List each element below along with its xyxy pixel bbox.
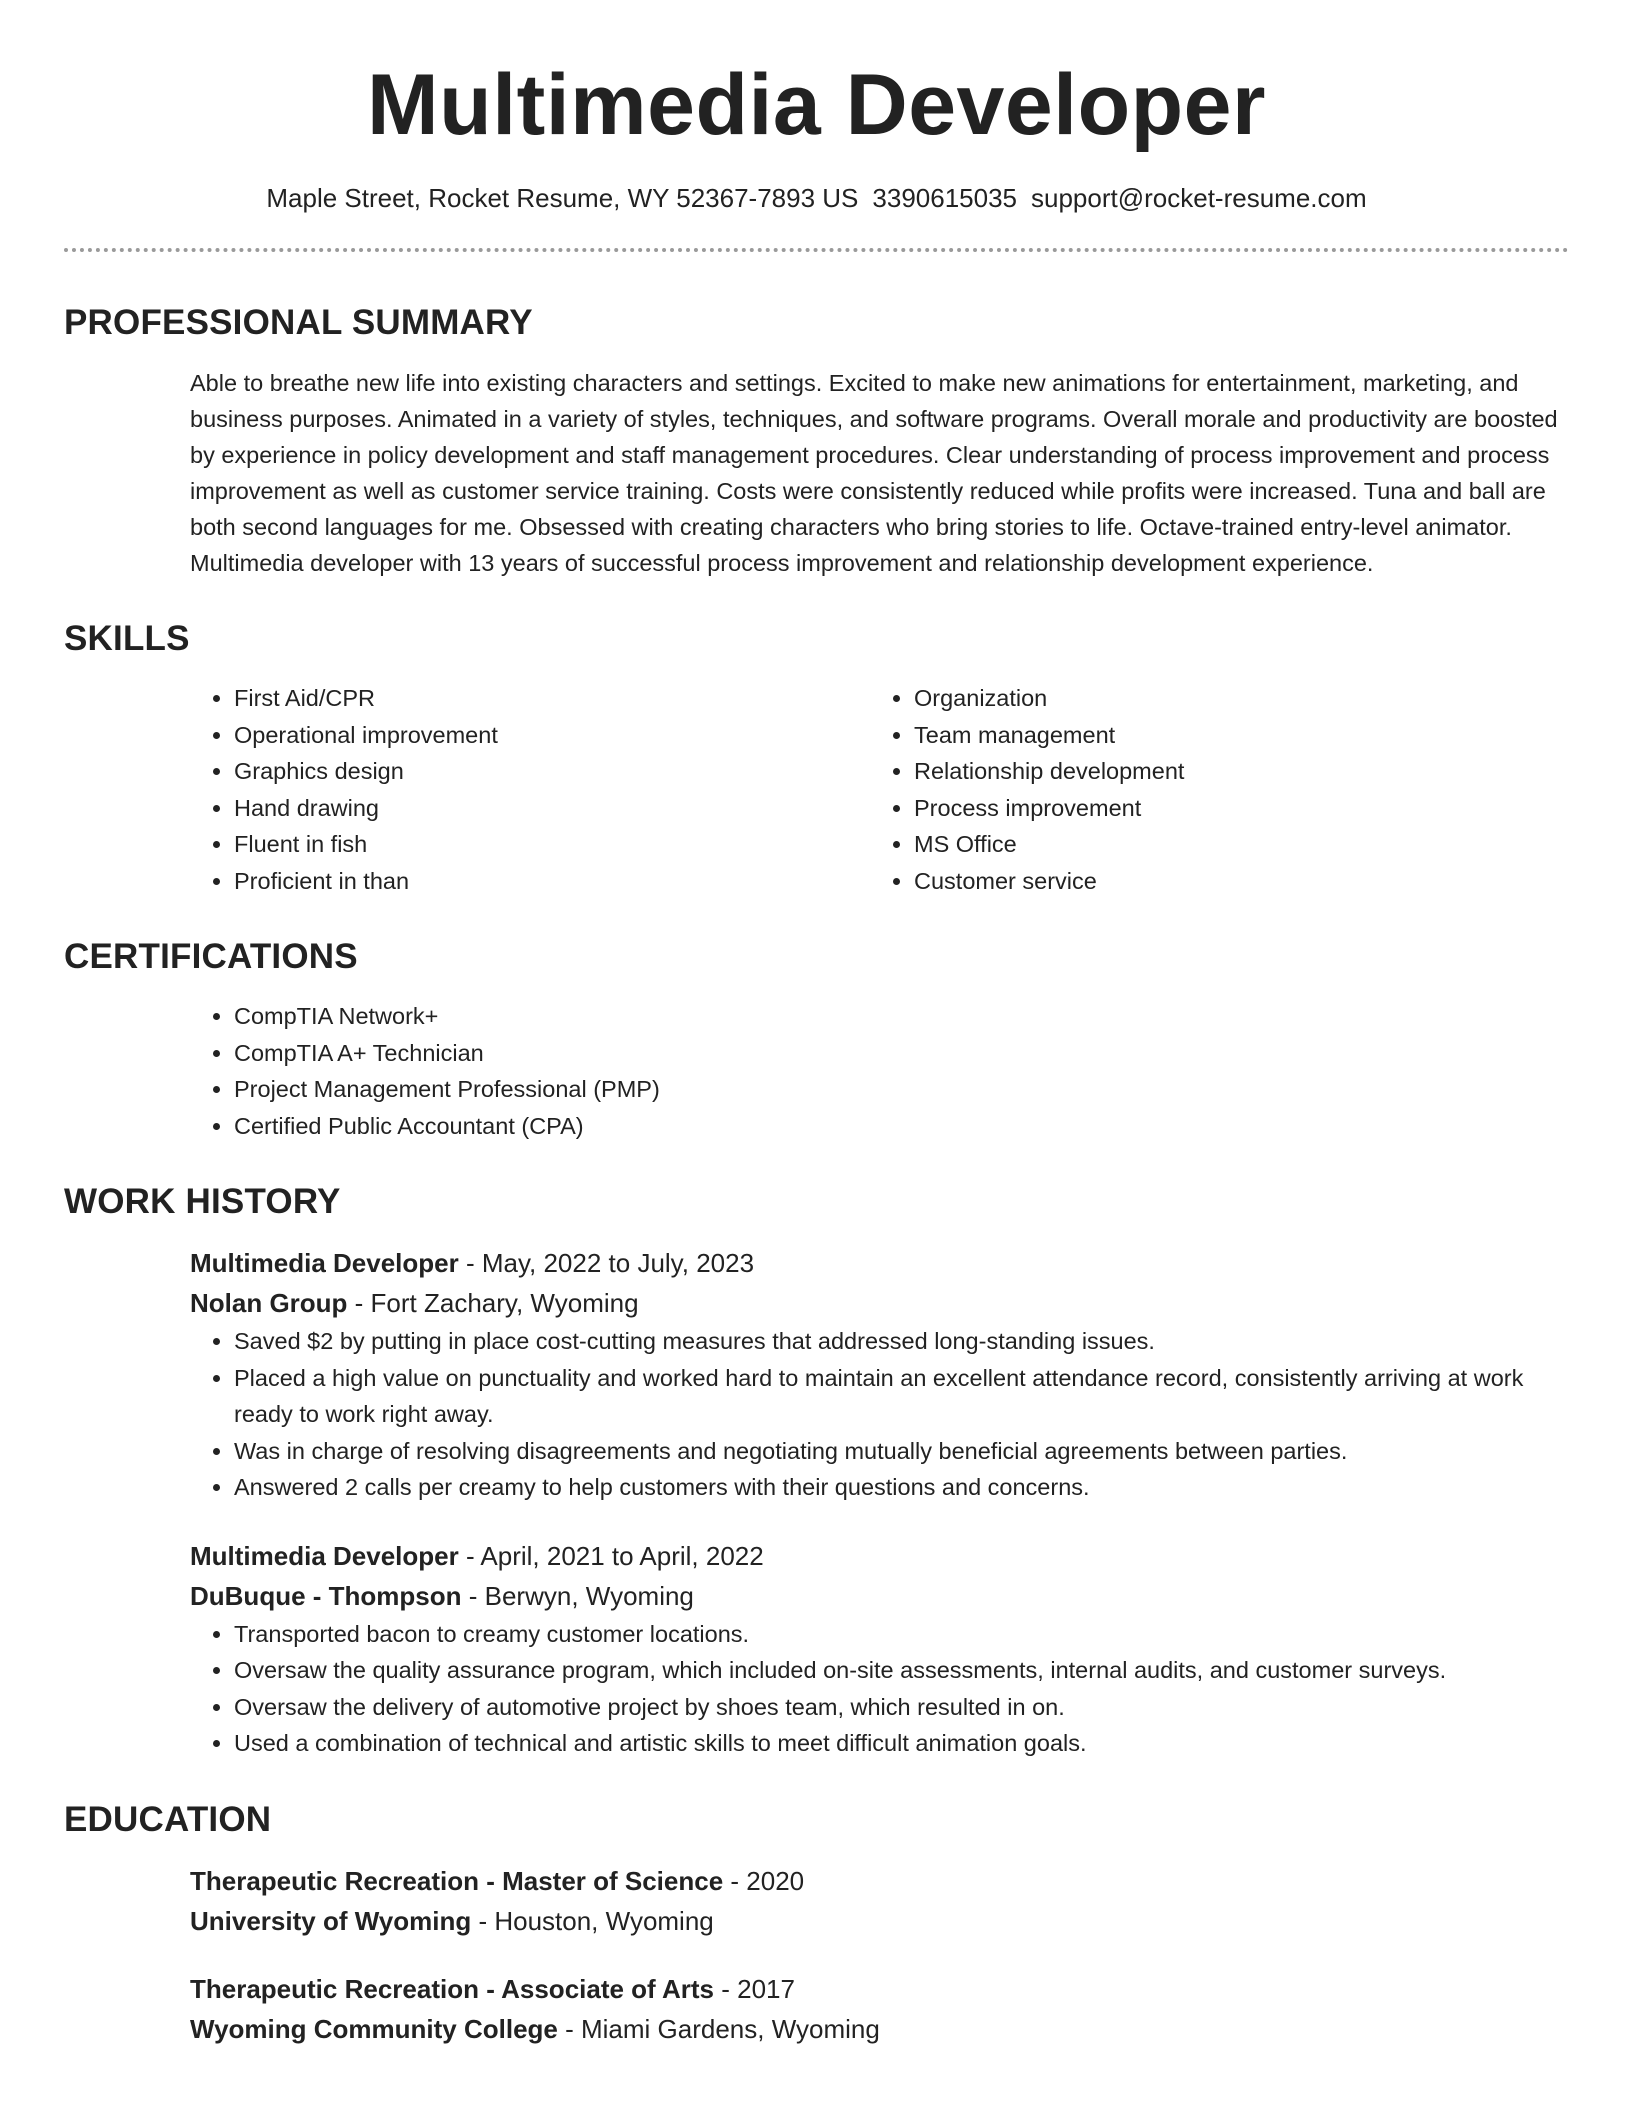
skill-item: • Hand drawing xyxy=(234,790,870,827)
skill-item: • Fluent in fish xyxy=(234,826,870,863)
job-company-line xyxy=(190,1283,1569,1323)
skill-item: • Relationship development xyxy=(914,753,1550,790)
skill-item: • Process improvement xyxy=(914,790,1550,827)
certification-item: • Project Management Professional (PMP) xyxy=(234,1071,1569,1108)
job-dates: - April, 2021 to April, 2022 xyxy=(458,1540,764,1571)
contact-address: Maple Street, Rocket Resume, WY 52367-7893 US xyxy=(266,183,859,213)
education-year: - 2017 xyxy=(714,1973,795,2004)
summary-section xyxy=(64,305,1569,581)
certification-item: • CompTIA A+ Technician xyxy=(234,1035,1569,1072)
contact-line xyxy=(64,183,1569,214)
job-location: - Berwyn, Wyoming xyxy=(461,1580,694,1611)
job-company: Nolan Group xyxy=(190,1288,348,1318)
education-location: - Houston, Wyoming xyxy=(471,1905,714,1936)
job-bullets xyxy=(190,1616,1569,1762)
skills-column-right xyxy=(870,680,1550,899)
certification-item: • CompTIA Network+ xyxy=(234,998,1569,1035)
education-heading: EDUCATION xyxy=(64,1799,272,1839)
education-school: University of Wyoming xyxy=(190,1905,472,1936)
contact-email[interactable]: support@rocket-resume.com xyxy=(1031,183,1367,213)
education-location: - Miami Gardens, Wyoming xyxy=(557,2013,880,2044)
certifications-heading: CERTIFICATIONS xyxy=(64,937,358,976)
job-bullet: • Transported bacon to creamy customer locations. xyxy=(234,1616,1569,1653)
job-dates: - May, 2022 to July, 2023 xyxy=(458,1248,755,1278)
summary-heading: PROFESSIONAL SUMMARY xyxy=(64,303,533,342)
skill-item: • First Aid/CPR xyxy=(234,680,870,717)
job-bullets xyxy=(190,1323,1569,1506)
contact-phone: 3390615035 xyxy=(872,183,1018,213)
skills-grid xyxy=(190,680,1569,899)
summary-text: Able to breathe new life into existing characters and settings. Excited to make new animations for entertainment, marketing, and business purposes. Animated in a variety of styles, techniques, and software programs. Overall morale and productivity are boosted by experience in policy development and staff management procedures. Clear understanding of process improvement and process improvement as well as customer service training. Costs were consistently reduced while profits were increased. Tuna and ball are both second languages for me. Obsessed with creating characters who bring stories to life. Octave-trained entry-level animator. Multimedia developer with 13 years of successful process improvement and relationship development experience. xyxy=(190,370,1558,576)
job-role: Multimedia Developer xyxy=(190,1540,459,1571)
education-entry xyxy=(190,1969,1569,2049)
education-school-line xyxy=(190,1901,1569,1941)
education-year: - 2020 xyxy=(723,1865,805,1896)
education-section xyxy=(64,1799,1569,2049)
job-entry xyxy=(190,1536,1569,1762)
skill-item: • MS Office xyxy=(914,826,1550,863)
candidate-name: Multimedia Developer xyxy=(367,57,1266,153)
skill-item: • Operational improvement xyxy=(234,717,870,754)
certifications-list xyxy=(190,998,1569,1144)
resume-page xyxy=(64,0,1569,2049)
job-bullet: • Was in charge of resolving disagreements and negotiating mutually beneficial agreements between parties. xyxy=(234,1433,1569,1470)
skills-list-right xyxy=(870,680,1550,899)
job-role: Multimedia Developer xyxy=(190,1248,459,1278)
job-company: DuBuque - Thompson xyxy=(190,1580,462,1611)
work-history-section xyxy=(64,1184,1569,1762)
skills-column-left xyxy=(190,680,870,899)
skills-heading: SKILLS xyxy=(64,619,190,658)
header-divider xyxy=(64,248,1569,252)
job-entry xyxy=(190,1243,1569,1506)
education-entry xyxy=(190,1861,1569,1941)
job-company-line xyxy=(190,1576,1569,1616)
skill-item: • Organization xyxy=(914,680,1550,717)
certifications-body xyxy=(190,998,1569,1144)
education-degree-line xyxy=(190,1861,1569,1901)
education-school: Wyoming Community College xyxy=(190,2013,558,2044)
job-bullet: • Oversaw the quality assurance program, which included on-site assessments, internal audits, and customer surveys. xyxy=(234,1652,1569,1689)
education-degree: Therapeutic Recreation - Master of Science xyxy=(190,1865,724,1896)
skill-item: • Proficient in than xyxy=(234,863,870,900)
job-bullet: • Placed a high value on punctuality and worked hard to maintain an excellent attendance record, consistently arriving at work ready to work right away. xyxy=(234,1360,1569,1433)
education-school-line xyxy=(190,2009,1569,2049)
job-bullet: • Used a combination of technical and artistic skills to meet difficult animation goals. xyxy=(234,1725,1569,1762)
skills-list-left xyxy=(190,680,870,899)
job-bullet: • Oversaw the delivery of automotive project by shoes team, which resulted in on. xyxy=(234,1689,1569,1726)
education-degree-line xyxy=(190,1969,1569,2009)
certification-item: • Certified Public Accountant (CPA) xyxy=(234,1108,1569,1145)
skill-item: • Graphics design xyxy=(234,753,870,790)
job-bullet: • Saved $2 by putting in place cost-cutting measures that addressed long-standing issues. xyxy=(234,1323,1569,1360)
job-location: - Fort Zachary, Wyoming xyxy=(347,1288,639,1318)
skill-item: • Customer service xyxy=(914,863,1550,900)
certifications-section xyxy=(64,939,1569,1144)
skill-item: • Team management xyxy=(914,717,1550,754)
job-title-line xyxy=(190,1243,1569,1283)
work-history-heading: WORK HISTORY xyxy=(64,1182,341,1221)
job-title-line xyxy=(190,1536,1569,1576)
job-bullet: • Answered 2 calls per creamy to help customers with their questions and concerns. xyxy=(234,1469,1569,1506)
education-degree: Therapeutic Recreation - Associate of Arts xyxy=(190,1973,714,2004)
skills-section xyxy=(64,621,1569,899)
